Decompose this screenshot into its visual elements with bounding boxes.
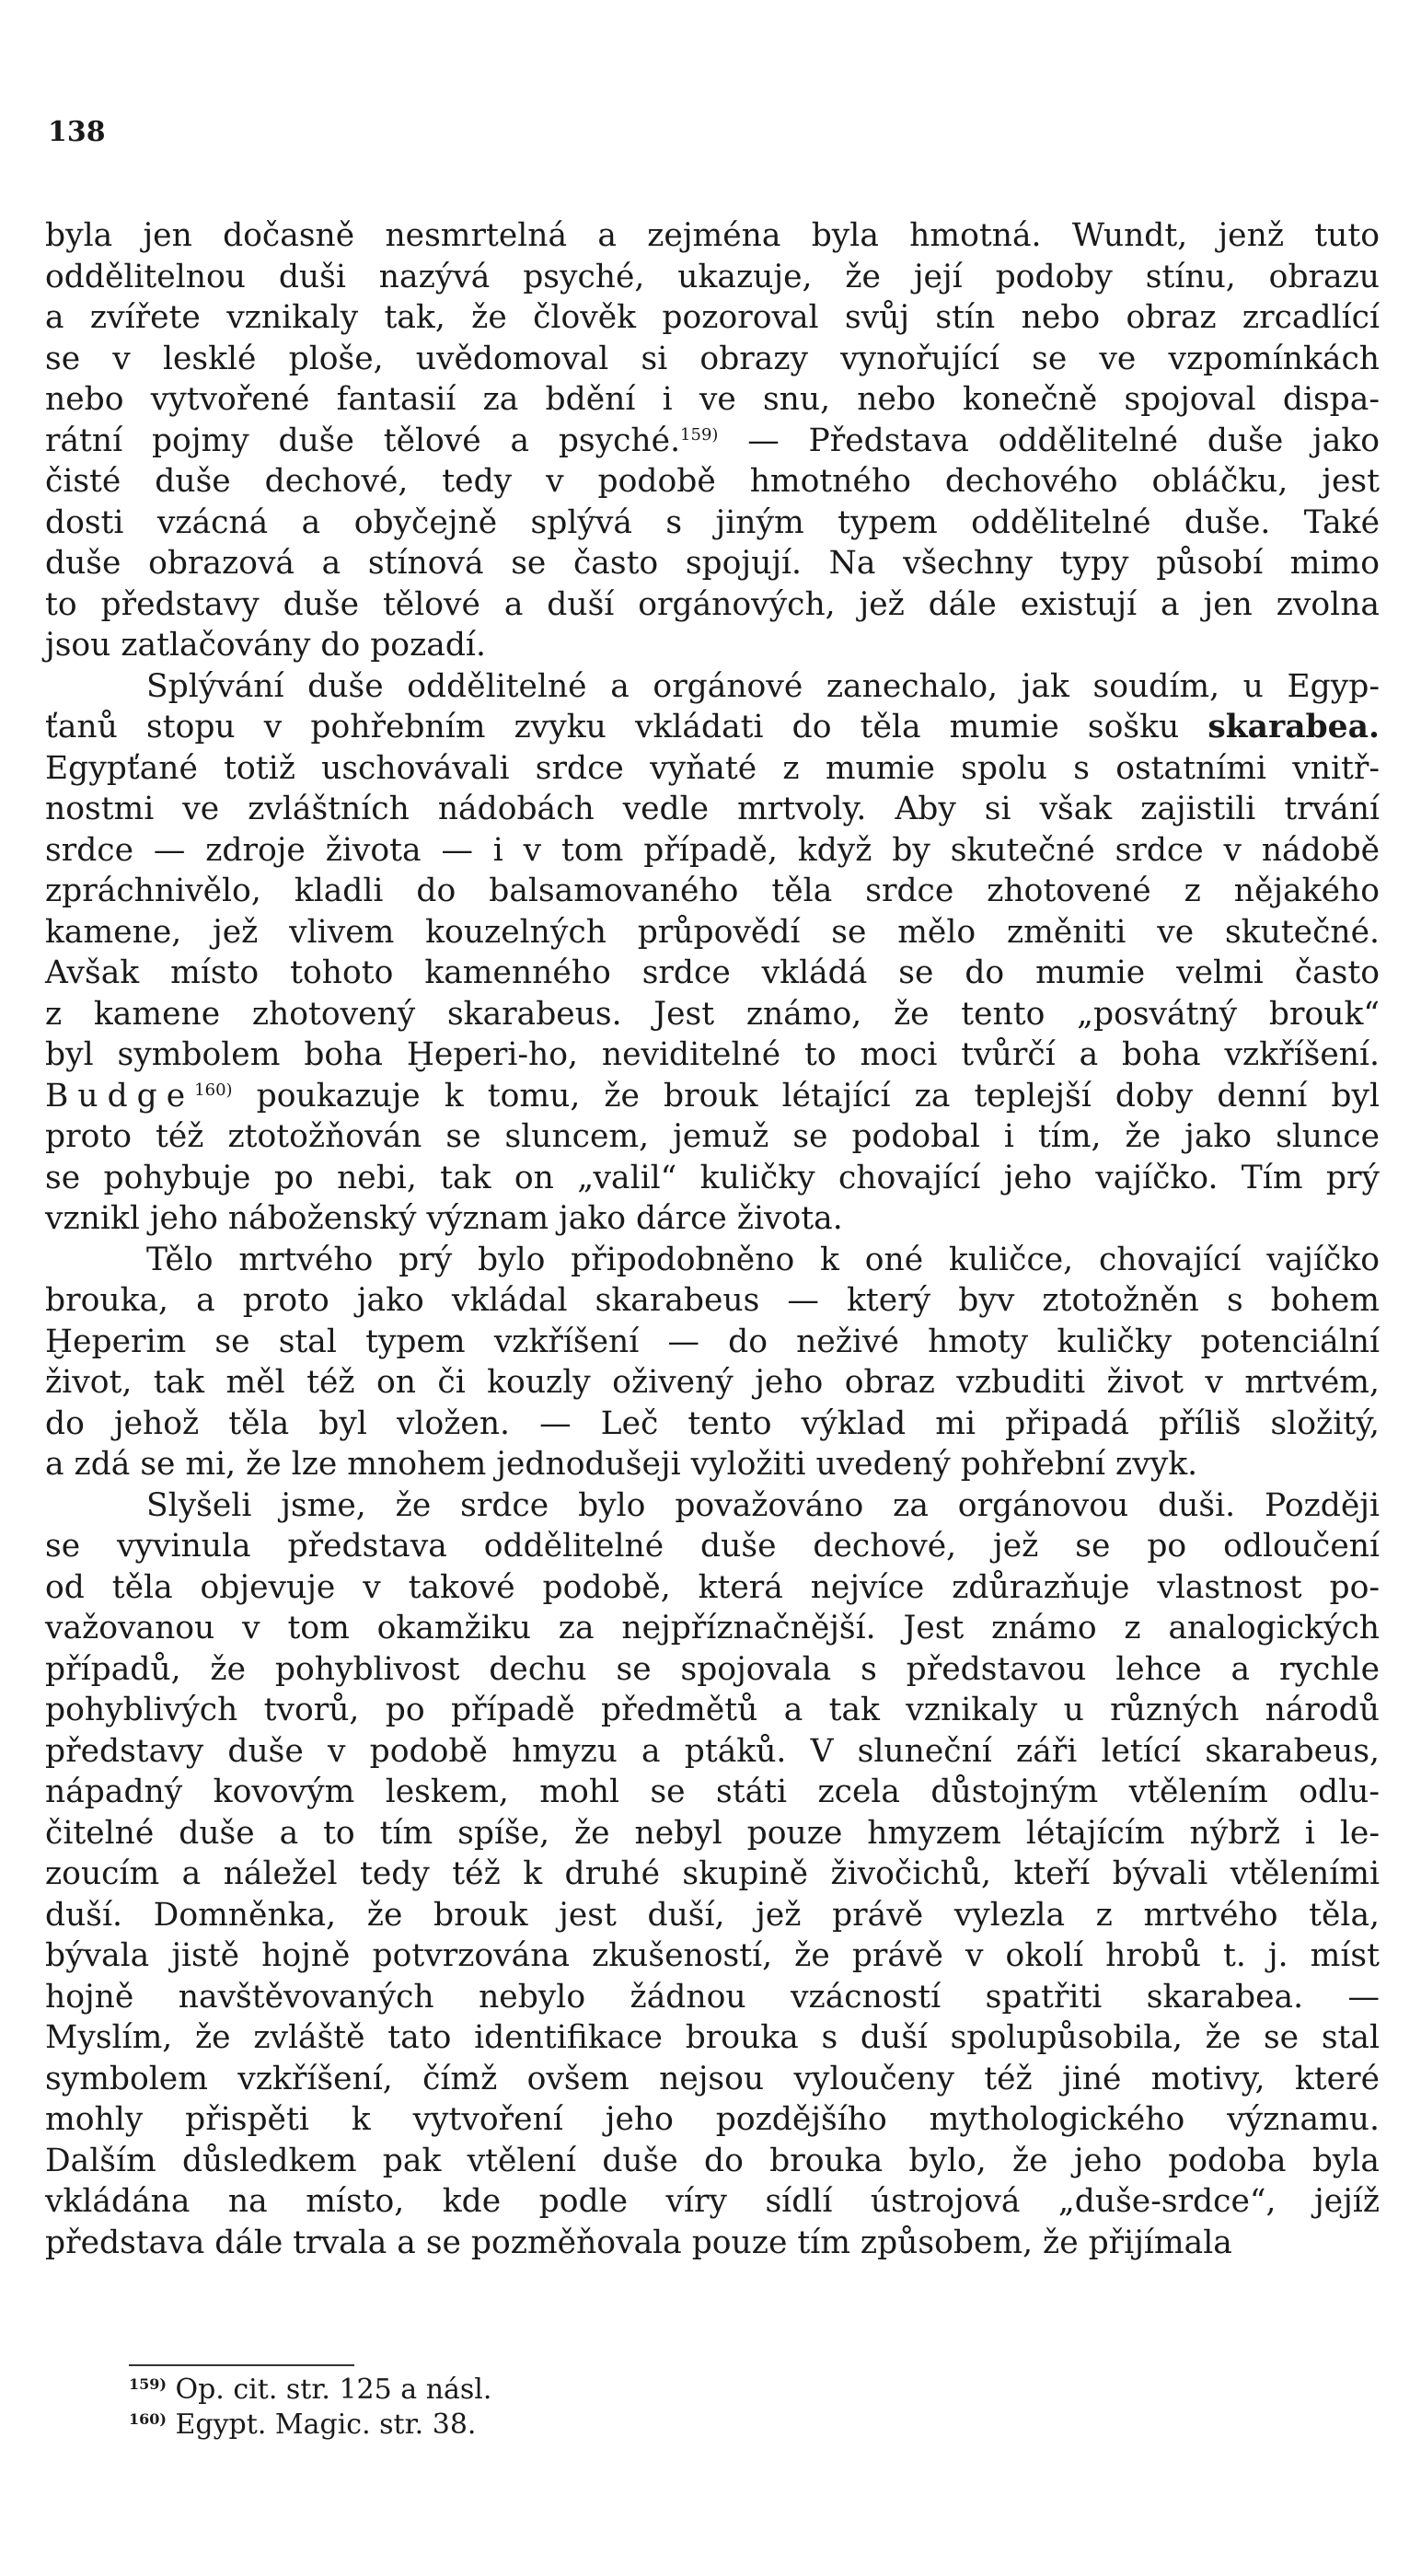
text-line: Ḫeperim se stal typem vzkříšení — do neživé hmoty kuličky potenciální (45, 1323, 1380, 1360)
body-text (45, 215, 1380, 2263)
bold-term: skarabea. (1207, 709, 1380, 745)
text-line: nápadný kovovým leskem, mohl se státi zcela důstojným vtělením odlu- (45, 1773, 1380, 1810)
text-line: čisté duše dechové, tedy v podobě hmotného dechového obláčku, jest (45, 463, 1380, 500)
text-line: zpráchnivělo, kladli do balsamovaného těla srdce zhotovené z nějakého (45, 872, 1380, 909)
text-line: nostmi ve zvláštních nádobách vedle mrtvoly. Aby si však zajistili trvání (45, 791, 1380, 827)
text-line: a zvířete vznikaly tak, že člověk pozoroval svůj stín nebo obraz zrcadlící (45, 299, 1380, 336)
text-line: brouka, a proto jako vkládal skarabeus — který byv ztotožněn s bohem (45, 1282, 1380, 1319)
text-line (45, 421, 1380, 462)
text-line: jsou zatlačovány do pozadí. (45, 627, 486, 664)
text-line: čitelné duše a to tím spíše, že nebyl pouze hmyzem létajícím nýbrž i le- (45, 1814, 1380, 1852)
text-line: Myslím, že zvláště tato identifikace brouka s duší spolupůsobila, že se stal (45, 2019, 1380, 2056)
text-line: představy duše v podobě hmyzu a ptáků. V sluneční záři letící skarabeus, (45, 1732, 1380, 1770)
text-line: oddělitelnou duši nazývá psyché, ukazuje, že její podoby stínu, obrazu (45, 258, 1380, 295)
text-line: Egypťané totiž uschovávali srdce vyňaté z mumie spolu s ostatními vnitř- (45, 749, 1380, 787)
text-line: do jehož těla byl vložen. — Leč tento výklad mi připadá příliš složitý, (45, 1404, 1380, 1442)
text-line: se v lesklé ploše, uvědomoval si obrazy vynořující se ve vzpomínkách (45, 340, 1380, 377)
footnote-mark: 159) (129, 2375, 167, 2393)
text-line (45, 707, 1380, 748)
text-line: Tělo mrtvého prý bylo připodobněno k oné kuličce, chovající vajíčko (146, 1241, 1380, 1278)
text-line: se vyvinula představa oddělitelné duše dechové, jež se po odloučení (45, 1528, 1380, 1565)
text-line: kamene, jež vlivem kouzelných průpovědí se mělo změniti ve skutečné. (45, 913, 1380, 951)
text-line: a zdá se mi, že lze mnohem jednodušeji vyložiti uvedený pohřební zvyk. (45, 1446, 1198, 1483)
footnote-text: Op. cit. str. 125 a násl. (166, 2374, 492, 2406)
text-line: važovanou v tom okamžiku za nejpříznačnější. Jest známo z analogických (45, 1610, 1380, 1646)
text-line: symbolem vzkříšení, čímž ovšem nejsou vyloučeny též jiné motivy, které (45, 2060, 1380, 2097)
text-line: byla jen dočasně nesmrtelná a zejména byla hmotná. Wundt, jenž tuto (45, 217, 1380, 254)
text-line: srdce — zdroje života — i v tom případě, když by skutečné srdce v nádobě (45, 831, 1380, 869)
footnote-reference: 159) (680, 424, 719, 445)
text-line: duší. Domněnka, že brouk jest duší, jež právě vylezla z mrtvého těla, (45, 1896, 1380, 1934)
text-line: Dalším důsledkem pak vtělení duše do brouka bylo, že jeho podoba byla (45, 2142, 1380, 2179)
text-line: bývala jistě hojně potvrzována zkušeností, že právě v okolí hrobů t. j. míst (45, 1937, 1380, 1974)
footnote (129, 2373, 491, 2408)
text-line: nebo vytvořené fantasií za bdění i ve snu, nebo konečně spojoval dispa- (45, 381, 1380, 418)
text-line: Slyšeli jsme, že srdce bylo považováno za orgánovou duši. Později (146, 1486, 1380, 1524)
text-line: Avšak místo tohoto kamenného srdce vkládá se do mumie velmi často (45, 954, 1380, 991)
text-line: vkládána na místo, kde podle víry sídlí ústrojová „duše-srdce“, jejíž (45, 2183, 1380, 2220)
text-line: byl symbolem boha Ḫeperi-ho, neviditelné to moci tvůrčí a boha vzkříšení. (45, 1036, 1380, 1073)
text-line: proto též ztotožňován se sluncem, jemuž se podobal i tím, že jako slunce (45, 1118, 1380, 1155)
page-number: 138 (48, 116, 106, 148)
text-line: život, tak měl též on či kouzly oživený jeho obraz vzbuditi život v mrtvém, (45, 1364, 1380, 1401)
text-line: duše obrazová a stínová se často spojují. Na všechny typy působí mimo (45, 545, 1380, 582)
text-line: případů, že pohyblivost dechu se spojovala s představou lehce a rychle (45, 1650, 1380, 1688)
footnote-mark: 160) (129, 2410, 167, 2428)
text-line: od těla objevuje v takové podobě, která nejvíce zdůrazňuje vlastnost po- (45, 1568, 1380, 1606)
text-line: mohly přispěti k vytvoření jeho pozdějšího mythologického významu. (45, 2101, 1380, 2138)
text-line: dosti vzácná a obyčejně splývá s jiným typem oddělitelné duše. Také (45, 503, 1380, 541)
text-line: se pohybuje po nebi, tak on „valil“ kuličky chovající jeho vajíčko. Tím prý (45, 1159, 1380, 1196)
footnotes (129, 2373, 491, 2443)
author-name: Budge (45, 1077, 195, 1115)
footnote (129, 2408, 491, 2443)
text-line: zoucím a náležel tedy též k druhé skupině živočichů, kteří bývali vtěleními (45, 1855, 1380, 1892)
text-line: hojně navštěvovaných nebylo žádnou vzácností spatřiti skarabea. — (45, 1978, 1380, 2016)
text-fragment: rátní pojmy duše tělové a psyché. (45, 422, 681, 459)
text-line: Splývání duše oddělitelné a orgánové zanechalo, jak soudím, u Egyp- (146, 667, 1380, 705)
footnote-reference: 160) (194, 1080, 233, 1100)
text-line: vznikl jeho náboženský význam jako dárce života. (45, 1200, 843, 1237)
text-line: představa dále trvala a se pozměňovala pouze tím způsobem, že přijímala (45, 2224, 1232, 2261)
footnote-text: Egypt. Magic. str. 38. (166, 2409, 477, 2441)
text-line: z kamene zhotovený skarabeus. Jest známo, že tento „posvátný brouk“ (45, 995, 1380, 1033)
text-line: pohyblivých tvorů, po případě předmětů a tak vznikaly u různých národů (45, 1692, 1380, 1728)
footnote-divider (129, 2364, 354, 2366)
text-line (45, 1076, 1380, 1117)
text-fragment: — Představa oddělitelné duše jako (718, 422, 1380, 459)
text-line: to představy duše tělové a duší orgánových, jež dále existují a jen zvolna (45, 585, 1380, 623)
text-fragment: ťanů stopu v pohřebním zvyku vkládati do těla mumie sošku (45, 709, 1208, 745)
text-fragment: poukazuje k tomu, že brouk létající za teplejší doby denní byl (232, 1077, 1380, 1115)
